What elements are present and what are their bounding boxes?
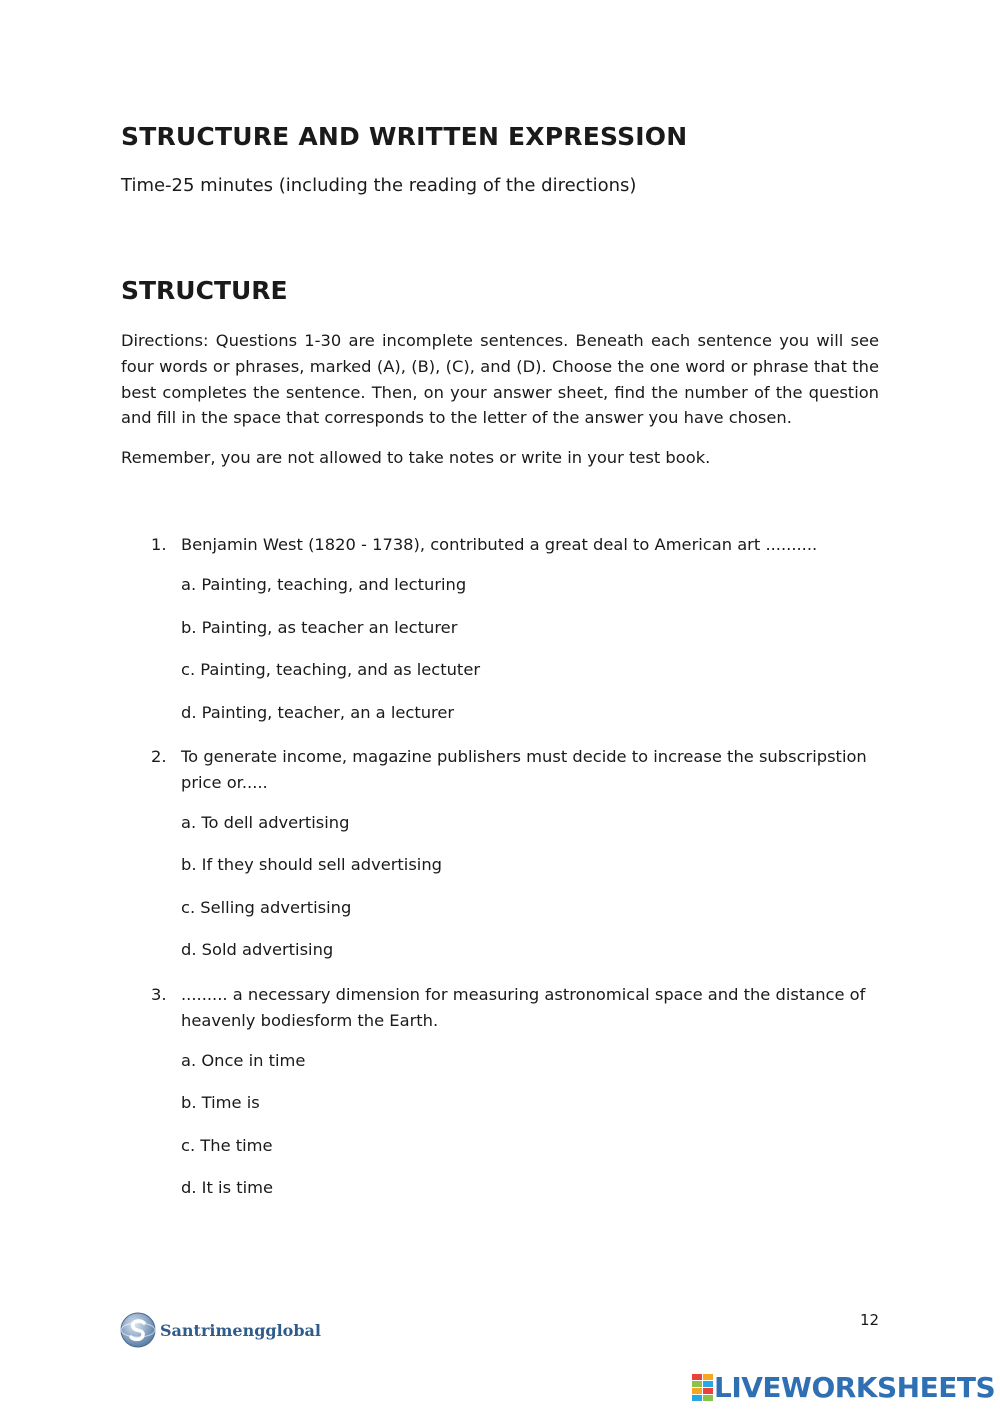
remember-note: Remember, you are not allowed to take notes or write in your test book. <box>121 448 711 467</box>
question-1 <box>151 532 881 558</box>
option-d[interactable]: d. Sold advertising <box>181 940 334 959</box>
question-text: ......... a necessary dimension for measuring astronomical space and the distance of heavenly bodiesform the Earth. <box>181 985 866 1030</box>
option-a[interactable]: a. Painting, teaching, and lecturing <box>181 575 467 594</box>
option-b[interactable]: b. Painting, as teacher an lecturer <box>181 618 458 637</box>
question-number: 1. <box>151 535 167 554</box>
directions-paragraph: Directions: Questions 1-30 are incomplete sentences. Beneath each sentence you will see four words or phrases, marked (A), (B), (C), and (D). Choose the one word or phrase that the best completes the sentence. Then, on your answer sheet, find the number of the question and fill in the space that corresponds to the letter of the answer you have chosen. <box>121 331 879 428</box>
option-c[interactable]: c. The time <box>181 1136 273 1155</box>
option-c[interactable]: c. Painting, teaching, and as lectuter <box>181 660 481 679</box>
question-number: 2. <box>151 747 167 766</box>
watermark-text: LIVEWORKSHEETS <box>714 1371 996 1404</box>
option-a[interactable]: a. To dell advertising <box>181 813 350 832</box>
time-note: Time-25 minutes (including the reading of the directions) <box>121 175 637 196</box>
option-a[interactable]: a. Once in time <box>181 1051 306 1070</box>
option-b[interactable]: b. Time is <box>181 1093 260 1112</box>
page-number: 12 <box>860 1311 880 1329</box>
question-number: 3. <box>151 985 167 1004</box>
question-3 <box>151 982 881 1034</box>
question-text: To generate income, magazine publishers must decide to increase the subscripstion price or..... <box>181 747 867 792</box>
logo-text: Santrimengglobal <box>160 1320 321 1340</box>
globe-s-icon <box>120 1312 156 1348</box>
question-text: Benjamin West (1820 - 1738), contributed a great deal to American art .......... <box>181 535 818 554</box>
page-title: STRUCTURE AND WRITTEN EXPRESSION <box>121 122 688 151</box>
liveworksheets-watermark <box>692 1371 996 1404</box>
santrimengglobal-logo <box>120 1312 321 1348</box>
option-d[interactable]: d. Painting, teacher, an a lecturer <box>181 703 455 722</box>
option-c[interactable]: c. Selling advertising <box>181 898 352 917</box>
option-d[interactable]: d. It is time <box>181 1178 274 1197</box>
option-b[interactable]: b. If they should sell advertising <box>181 855 442 874</box>
section-title: STRUCTURE <box>121 276 288 305</box>
question-2 <box>151 744 881 796</box>
liveworksheets-blocks-icon <box>692 1374 714 1402</box>
